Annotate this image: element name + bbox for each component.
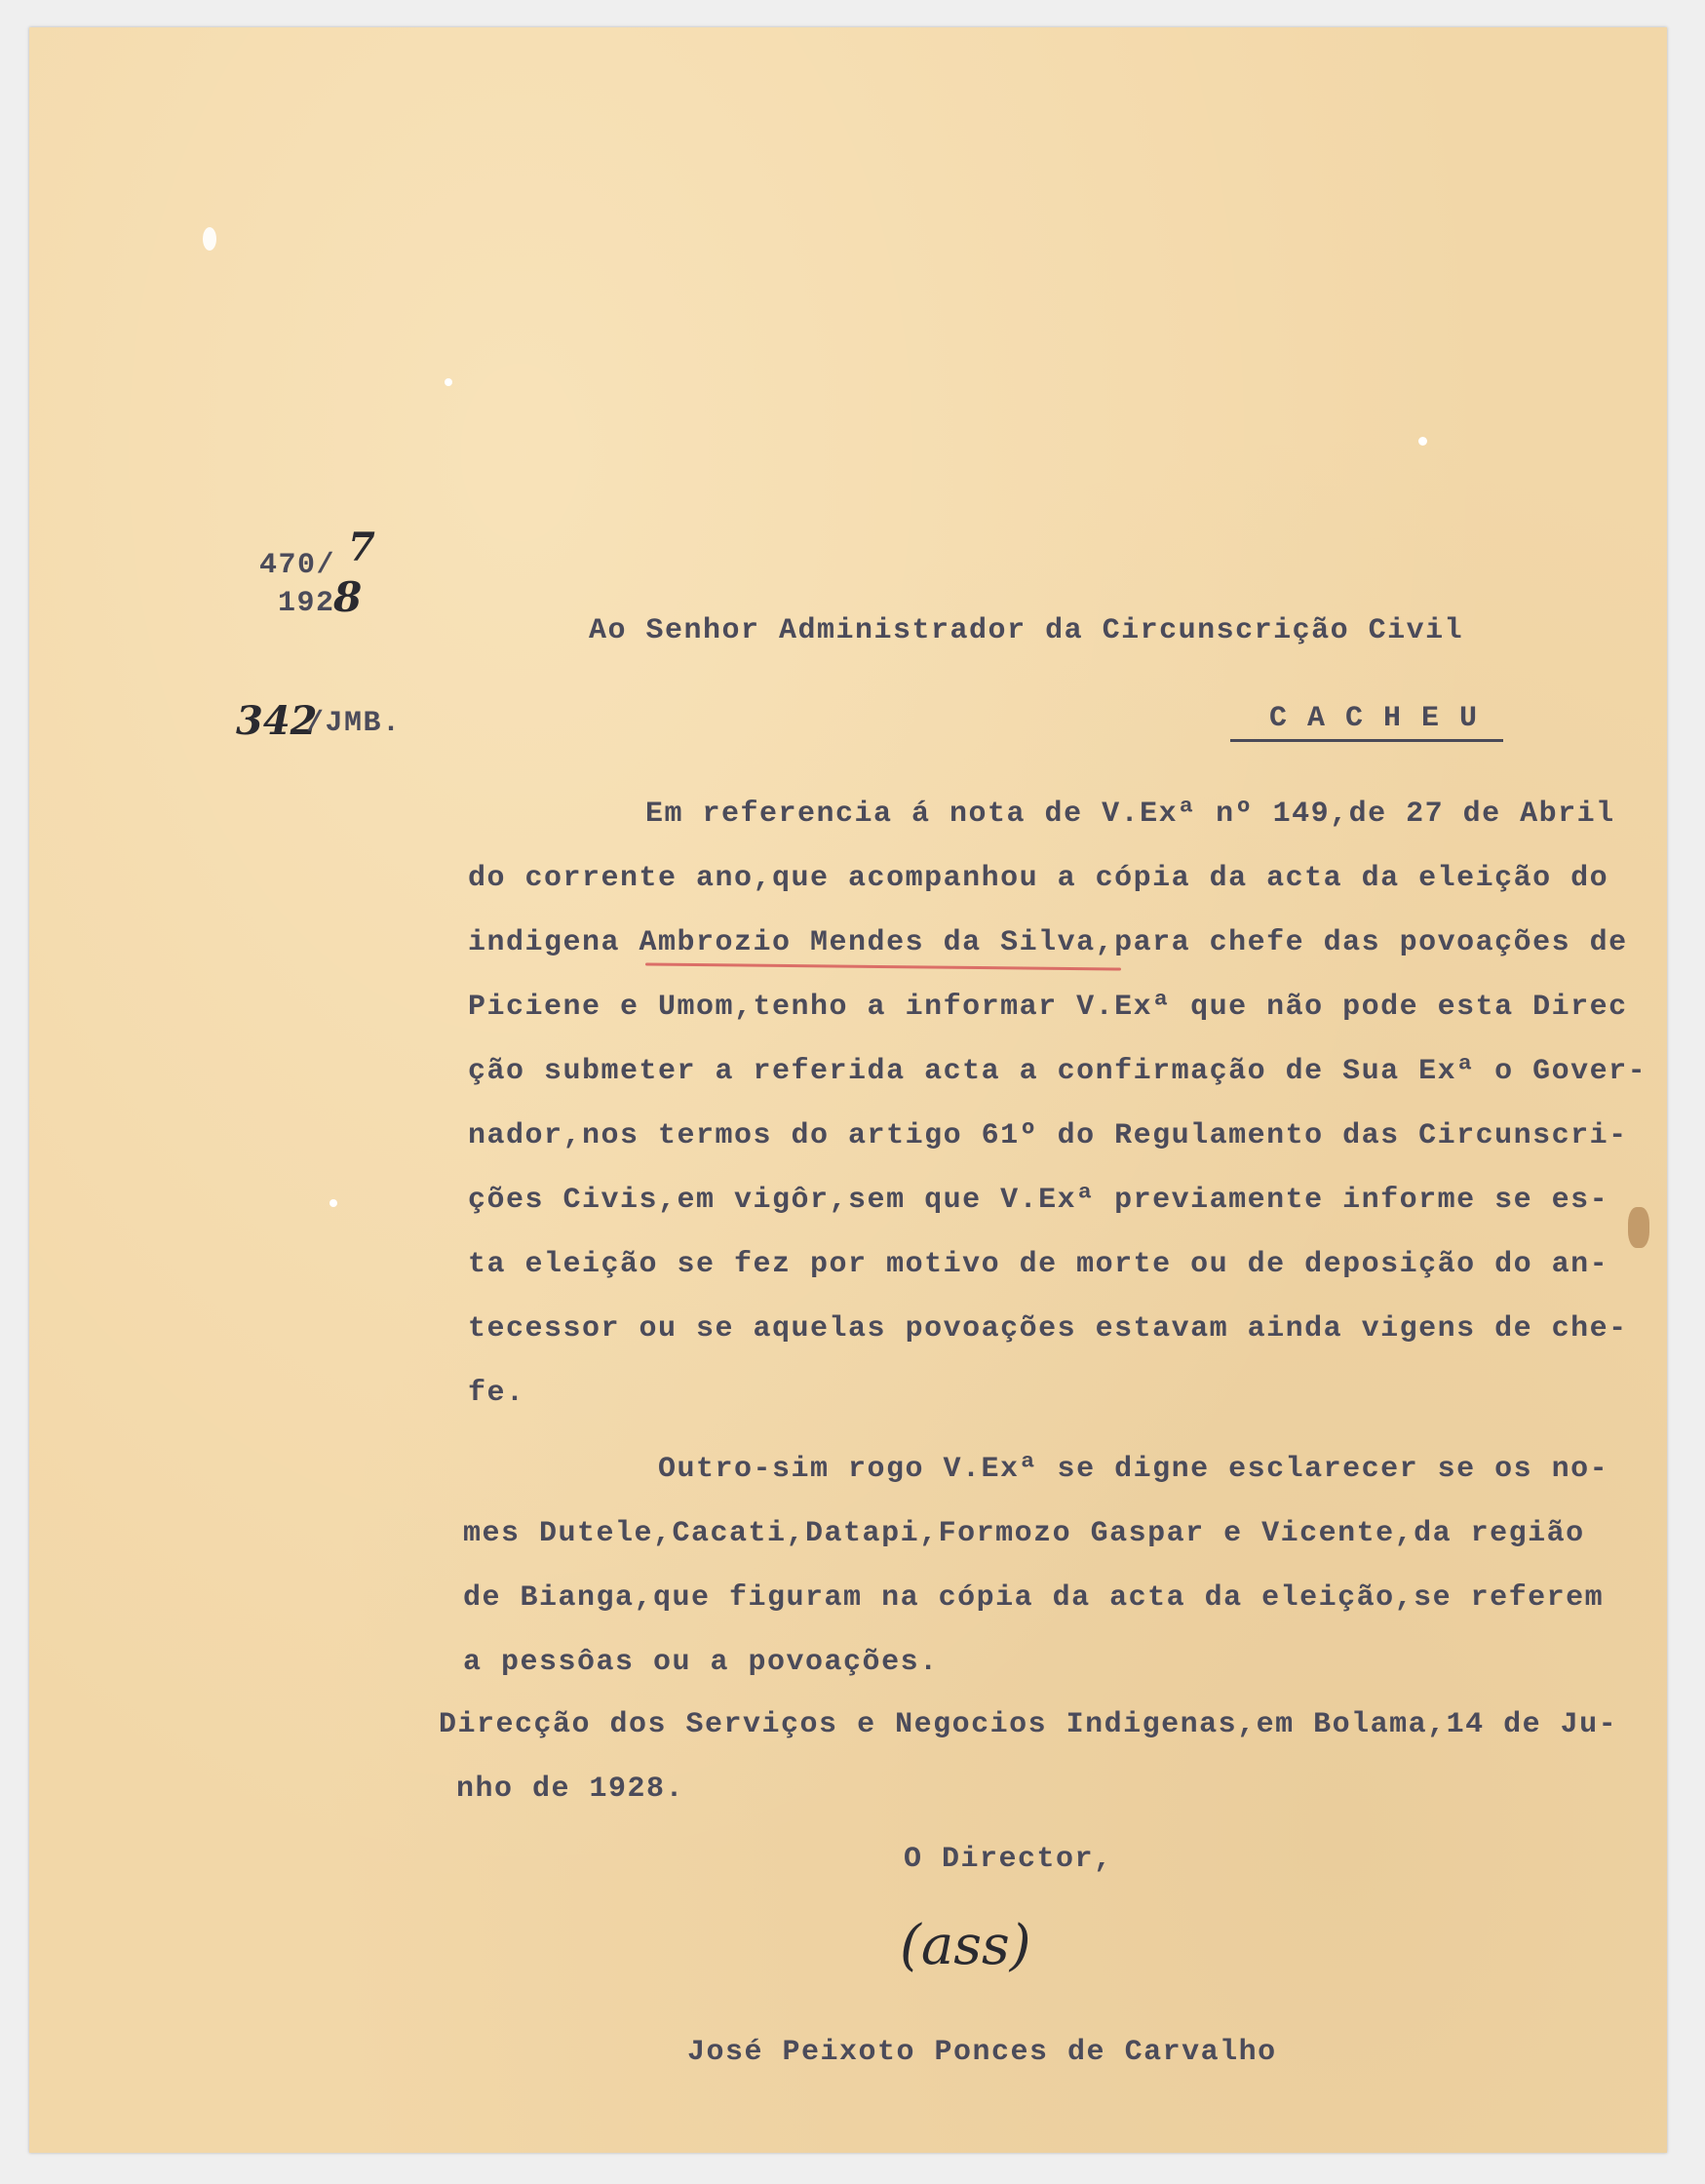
body-line: ta eleição se fez por motivo de morte ou de deposição do an- [468,1248,1609,1281]
body-line: mes Dutele,Cacati,Datapi,Formozo Gaspar e Vicente,da região [463,1517,1585,1550]
body-line: fe. [468,1377,525,1410]
document-page [29,27,1667,2153]
place-date-line: nho de 1928. [456,1773,685,1806]
body-line: indigena Ambrozio Mendes da Silva,para chefe das povoações de [468,926,1628,959]
body-line: tecessor ou se aquelas povoações estavam ainda vigens de che- [468,1312,1628,1346]
body-line: do corrente ano,que acompanhou a cópia da acta da eleição do [468,862,1609,895]
place-date-line: Direcção dos Serviços e Negocios Indigenas,em Bolama,14 de Ju- [439,1708,1618,1741]
body-line: a pessôas ou a povoações. [463,1646,939,1679]
body-line: Em referencia á nota de V.Exª nº 149,de 27 de Abril [645,798,1615,831]
body-line: Outro-sim rogo V.Exª se digne esclarecer se os no- [658,1453,1609,1486]
name-underline-red [645,962,1121,970]
reference-initials: /JMB. [306,707,402,740]
body-line: nador,nos termos do artigo 61º do Regulamento das Circunscri- [468,1119,1628,1152]
body-line: ção submeter a referida acta a confirmação de Sua Exª o Gover- [468,1055,1647,1088]
addressee-place-underline [1230,739,1503,742]
body-line: Piciene e Umom,tenho a informar V.Exª que não pode esta Direc [468,991,1628,1024]
body-line: ções Civis,em vigôr,sem que V.Exª previamente informe se es- [468,1184,1609,1217]
paper-hole [1418,437,1427,446]
paper-hole [445,378,452,386]
reference-number-handwritten: 7 [348,525,375,570]
body-line: de Bianga,que figuram na cópia da acta da eleição,se referem [463,1581,1605,1615]
reference-initials-handwritten: 342 [236,698,318,744]
addressee-line: Ao Senhor Administrador da Circunscrição Civil [589,614,1464,647]
addressee-place: C A C H E U [1269,702,1479,735]
paper-stain [1628,1207,1649,1248]
reference-year: 192 [278,587,335,620]
reference-year-handwritten: 8 [333,573,363,621]
reference-number: 470/ [259,549,336,582]
signatory-title: O Director, [904,1843,1113,1876]
paper-hole [203,227,216,251]
signature-mark: (ass) [900,1914,1031,1977]
signatory-name: José Peixoto Ponces de Carvalho [687,2036,1277,2069]
paper-hole [329,1199,337,1207]
